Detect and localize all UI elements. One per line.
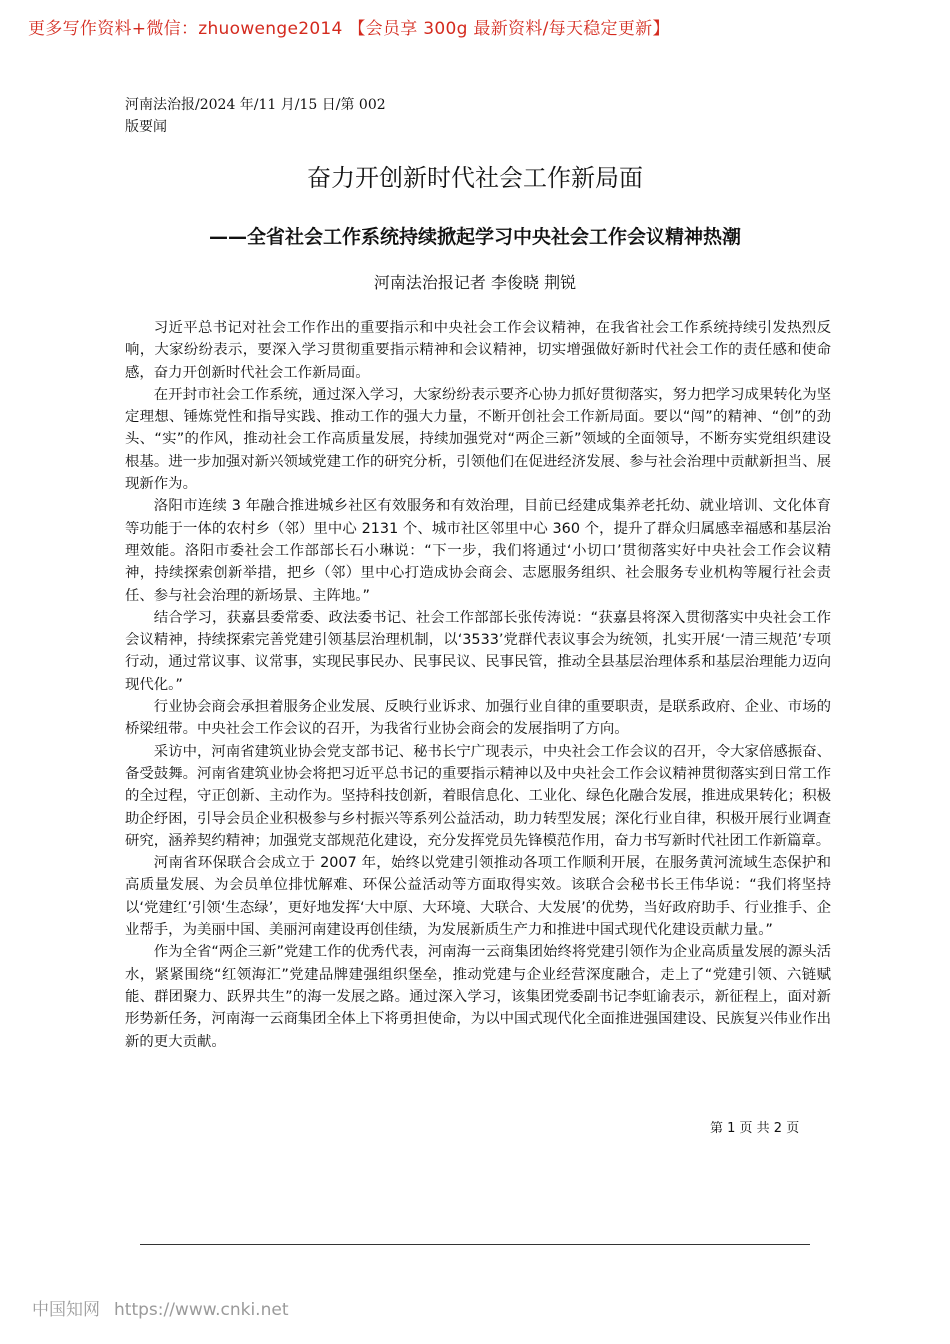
source-info xyxy=(125,94,386,138)
article-subtitle: ——全省社会工作系统持续掀起学习中央社会工作会议精神热潮 xyxy=(208,226,741,248)
site-name: 中国知网 xyxy=(32,1300,100,1320)
paragraph: 行业协会商会承担着服务企业发展、反映行业诉求、加强行业自律的重要职责，是联系政府、企业、市场的桥梁纽带。中央社会工作会议的召开，为我省行业协会商会的发展指明了方向。 xyxy=(125,699,831,738)
paragraph: 结合学习，获嘉县委常委、政法委书记、社会工作部部长张传涛说：“获嘉县将深入贯彻落实中央社会工作会议精神，持续探索完善党建引领基层治理机制，以‘3533’党群代表议事会为统领，扎实开展‘一清三规范’专项行动，通过常议事、议常事，实现民事民办、民事民议、民事民管，推动全县基层治理体系和基层治理能力迈向现代化。” xyxy=(125,609,831,693)
footer-divider xyxy=(140,1244,810,1245)
paragraph: 作为全省“两企三新”党建工作的优秀代表，河南海一云商集团始终将党建引领作为企业高质量发展的源头活水，紧紧围绕“红领海汇”党建品牌建强组织堡垒，推动党建与企业经营深度融合，走上了“党建引领、六链赋能、群团聚力、跃界共生”的海一发展之路。通过深入学习，该集团党委副书记李虹谕表示，新征程上，面对新形势新任务，河南海一云商集团全体上下将勇担使命，为以中国式现代化全面推进强国建设、民族复兴伟业作出新的更大贡献。 xyxy=(125,944,831,1050)
article-byline: 河南法治报记者 李俊晓 荆锐 xyxy=(373,273,577,292)
article-title: 奋力开创新时代社会工作新局面 xyxy=(307,164,643,192)
site-url[interactable]: https://www.cnki.net xyxy=(114,1300,289,1320)
paragraph: 采访中，河南省建筑业协会党支部书记、秘书长宁广现表示，中央社会工作会议的召开，令大家倍感振奋、备受鼓舞。河南省建筑业协会将把习近平总书记的重要指示精神以及中央社会工作会议精神贯彻落实到日常工作的全过程，守正创新、主动作为。坚持科技创新，着眼信息化、工业化、绿色化融合发展，推进成果转化；积极助企纾困，引导会员企业积极参与乡村振兴等系列公益活动，助力转型发展；深化行业自律，积极开展行业调查研究，涵养契约精神；加强党支部规范化建设，充分发挥党员先锋模范作用，奋力书写新时代社团工作新篇章。 xyxy=(125,743,831,849)
article-body xyxy=(125,317,831,1053)
source-line: 河南法治报/2024 年/11 月/15 日/第 002 xyxy=(125,97,386,113)
section-label: 版要闻 xyxy=(125,119,167,135)
promo-banner: 更多写作资料+微信：zhuowenge2014 【会员享 300g 最新资料/每天稳定更新】 xyxy=(28,19,670,39)
paragraph: 洛阳市连续 3 年融合推进城乡社区有效服务和有效治理，目前已经建成集养老托幼、就业培训、文化体育等功能于一体的农村乡（邻）里中心 2131 个、城市社区邻里中心 360 个，提升了群众归属感幸福感和基层治理效能。洛阳市委社会工作部部长石小琳说：“下一步，我们将通过‘小切口’贯彻落实好中央社会工作会议精神，持续探索创新举措，把乡（邻）里中心打造成协会商会、志愿服务组织、社会服务专业机构等履行社会责任、参与社会治理的新场景、主阵地。” xyxy=(125,498,831,604)
page-number: 第 1 页 共 2 页 xyxy=(710,1121,800,1136)
paragraph: 习近平总书记对社会工作作出的重要指示和中央社会工作会议精神，在我省社会工作系统持续引发热烈反响，大家纷纷表示，要深入学习贯彻重要指示精神和会议精神，切实增强做好新时代社会工作的责任感和使命感，奋力开创新时代社会工作新局面。 xyxy=(125,320,831,381)
paragraph: 河南省环保联合会成立于 2007 年，始终以党建引领推动各项工作顺利开展，在服务黄河流域生态保护和高质量发展、为会员单位排忧解难、环保公益活动等方面取得实效。该联合会秘书长王伟华说：“我们将坚持以‘党建红’引领‘生态绿’，更好地发挥‘大中原、大环境、大联合、大发展’的优势，当好政府助手、行业推手、企业帮手，为美丽中国、美丽河南建设再创佳绩，为发展新质生产力和推进中国式现代化建设贡献力量。” xyxy=(125,855,831,939)
paragraph: 在开封市社会工作系统，通过深入学习，大家纷纷表示要齐心协力抓好贯彻落实，努力把学习成果转化为坚定理想、锤炼党性和指导实践、推动工作的强大力量，不断开创社会工作新局面。要以“闯”的精神、“创”的劲头、“实”的作风，推动社会工作高质量发展，持续加强党对“两企三新”领域的全面领导，不断夯实党组织建设根基。进一步加强对新兴领域党建工作的研究分析，引领他们在促进经济发展、参与社会治理中贡献新担当、展现新作为。 xyxy=(125,386,831,493)
footer-watermark xyxy=(32,1295,302,1320)
